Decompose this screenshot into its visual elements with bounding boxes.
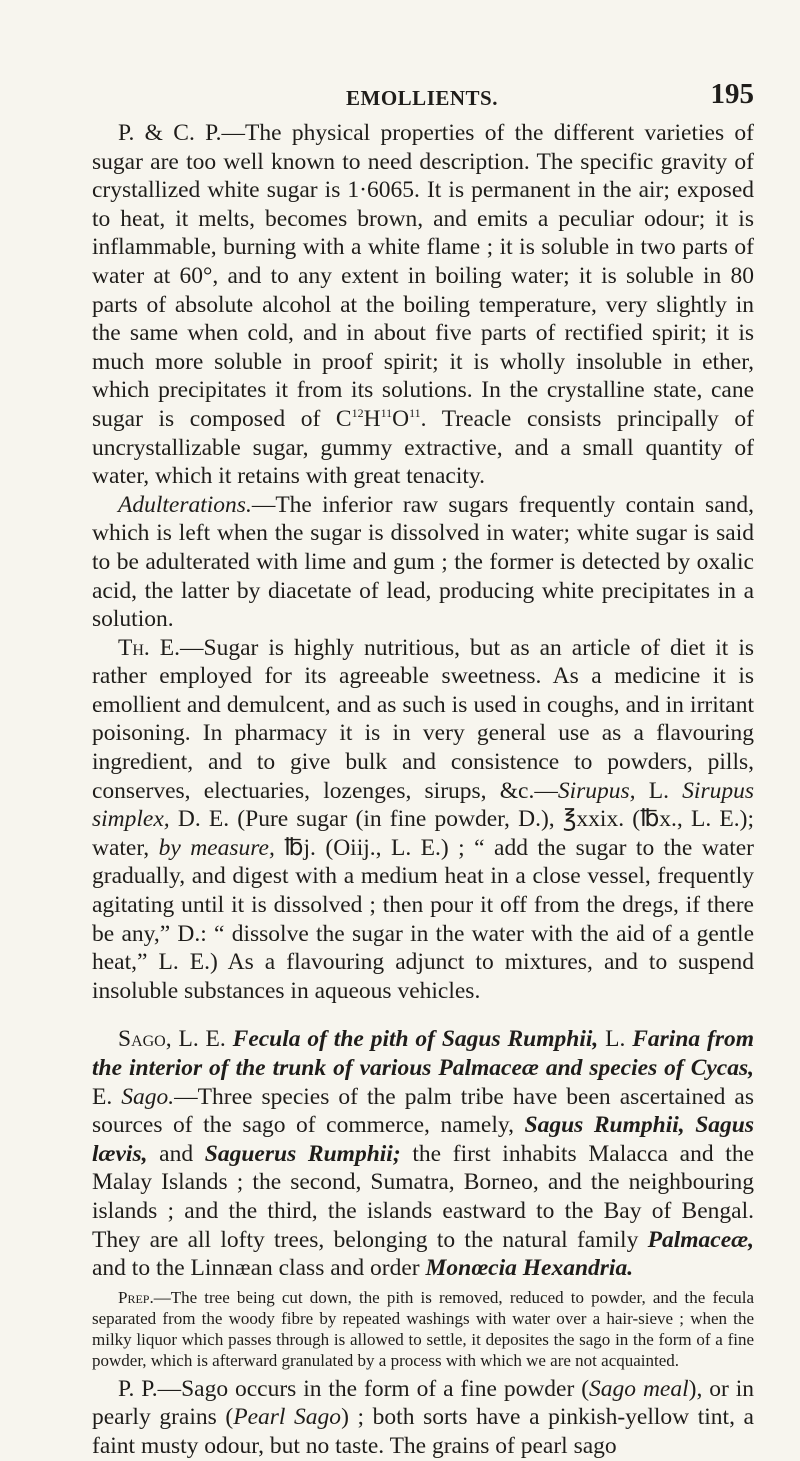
paragraph-sago: Sago, L. E. Fecula of the pith of Sagus Rumphii, L. Farina from the interior of the trunk of various Palmaceæ and species of Cycas, E. Sago.—Three species of the palm tribe have been ascertained as sources of the sago of commerce, namely, Sagus Rumphii, Sagus lævis, and Saguerus Rumphii; the first inhabits Malacca and the Malay Islands ; the second, Sumatra, Borneo, and the neighbouring islands ; and the third, the islands eastward to the Bay of Bengal. They are all lofty trees, belonging to the natural family Palmaceæ, and to the Linnæan class and order Monœcia Hexandria.: [92, 1026, 755, 1282]
paragraph-therapeutic-effects: Th. E.—Sugar is highly nutritious, but as an article of diet it is rather employed for its agreeable sweetness. As a medicine it is emollient and demulcent, and as such is used in coughs, and in irritant poisoning. In pharmacy it is in very general use as a flavouring ingredient, and to give bulk and consistence to powders, pills, conserves, electuaries, lozenges, sirups, &c.—Sirupus, L. Sirupus simplex, D. E. (Pure sugar (in fine powder, D.), ℥xxix. (℔x., L. E.); water, by measure, ℔j. (Oiij., L. E.) ; “ add the sugar to the water gradually, and digest with a medium heat in a close vessel, frequently agitating until it is dissolved ; then pour it off from the dregs, if there be any,” D.: “ dissolve the sugar in the water with the aid of a gentle heat,” L. E.) As a flavouring adjunct to mixtures, and to suspend insoluble substances in aqueous vehicles.: [92, 634, 755, 1004]
paragraph-physical-properties: P. & C. P.—The physical properties of the different varieties of sugar are too well known to need description. The specific gravity of crystallized white sugar is 1·6065. It is permanent in the air; exposed to heat, it melts, becomes brown, and emits a peculiar odour; it is inflammable, burning with a white flame ; it is soluble in two parts of water at 60°, and to any extent in boiling water; it is soluble in 80 parts of absolute alcohol at the boiling temperature, very slightly in the same when cold, and in about five parts of rectified spirit; it is much more soluble in proof spirit; it is wholly insoluble in ether, which precipitates it from its solutions. In the crystalline state, cane sugar is composed of $C^{12}H^{11}O^{11}$. Treacle consists principally of uncrystallizable sugar, gummy extractive, and a small quantity of water, which it retains with great tenacity.: [92, 120, 754, 490]
paragraph-adulterations: Adulterations.—The inferior raw sugars frequently contain sand, which is left when the sugar is dissolved in water; white sugar is said to be adulterated with lime and gum ; the former is detected by oxalic acid, the latter by diacetate of lead, producing white precipitates in a solution.: [92, 491, 754, 633]
adulterations-heading: Adulterations.: [118, 491, 252, 518]
paragraph-sago-properties: P. P.—Sago occurs in the form of a fine powder (Sago meal), or in pearly grains (Pearl Sago) ; both sorts have a pinkish-yellow tint, a faint musty odour, but no taste. The grains of pearl sago: [92, 1375, 754, 1459]
paragraph-preparation: Prep.—The tree being cut down, the pith is removed, reduced to powder, and the fecula separated from the woody fibre by repeated washings with water over a hair-sieve ; when the milky liquor which passes through is allowed to settle, it deposites the sago in the form of a fine powder, which is afterward granulated by a process with which we are not acquainted.: [92, 1287, 754, 1370]
page-number: 195: [710, 78, 754, 110]
th-e-heading: Th. E.: [118, 634, 181, 661]
prep-heading: Prep.: [118, 1287, 154, 1307]
running-head: EMOLLIENTS.: [346, 86, 498, 110]
text-body: [92, 119, 754, 1461]
sago-heading: Sago,: [118, 1026, 172, 1053]
page-header: [90, 76, 754, 112]
